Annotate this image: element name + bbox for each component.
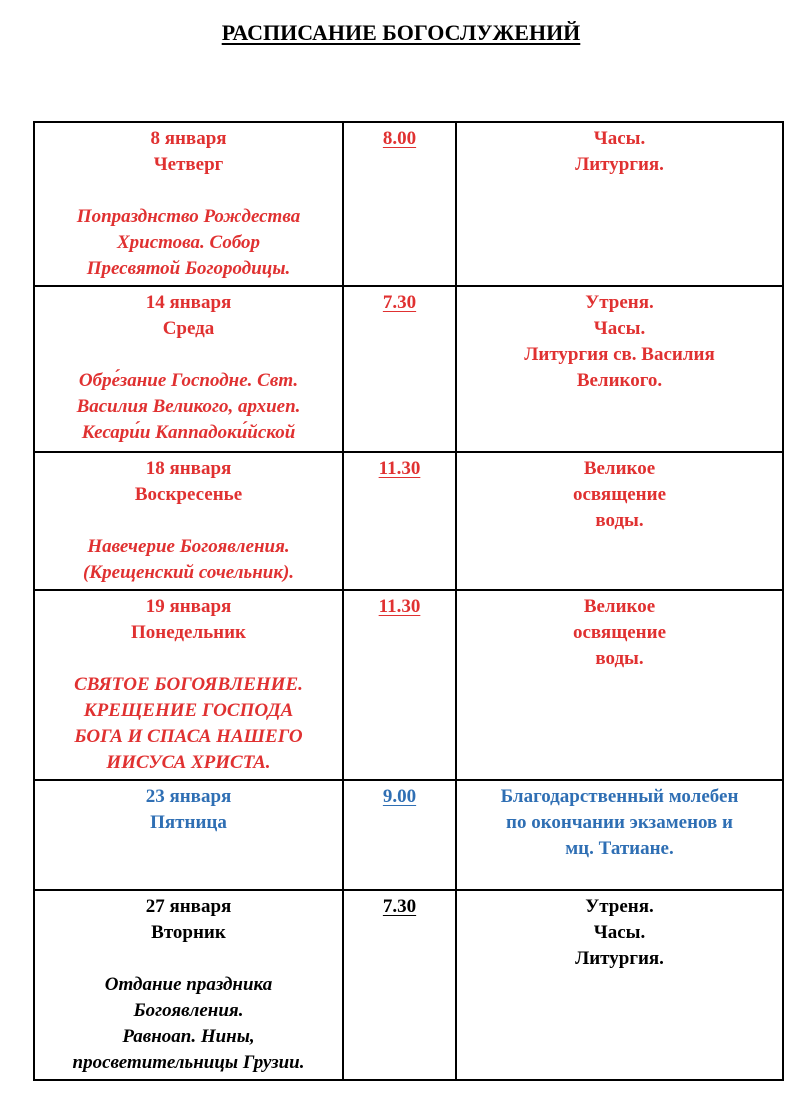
service-cell [456,780,783,890]
schedule-row [34,286,783,452]
service-line: Часы. [593,128,646,149]
feast-line: просветительницы Грузии. [72,1052,305,1073]
schedule-row [34,122,783,286]
schedule-row [34,890,783,1080]
service-line: мц. Татиане. [565,838,674,859]
weekday-text: Понедельник [130,622,246,643]
time-cell [343,122,456,286]
time-text: 11.30 [378,596,421,617]
feast-line: Попразднство Рождества [76,206,301,227]
feast-line: (Крещенский сочельник). [82,562,295,583]
service-line: Литургия. [575,948,664,969]
feast-line: Равноап. Нины, [122,1026,255,1047]
weekday-text: Воскресенье [134,484,243,505]
date-cell [34,590,343,780]
time-cell [343,590,456,780]
service-line: воды. [595,510,644,531]
service-cell [456,122,783,286]
date-cell [34,452,343,590]
page-title-text: РАСПИСАНИЕ БОГОСЛУЖЕНИЙ [221,20,581,45]
feast-line: Христова. Собор [116,232,261,253]
service-cell [456,452,783,590]
schedule-row [34,452,783,590]
schedule-table [33,121,784,1081]
time-text: 11.30 [378,458,421,479]
time-cell [343,452,456,590]
feast-line: Богоявления. [133,1000,244,1021]
time-text: 8.00 [382,128,417,149]
date-text: 18 января [145,458,232,479]
time-cell [343,286,456,452]
service-line: Литургия. [575,154,664,175]
date-text: 8 января [150,128,227,149]
feast-line: Василия Великого, архиеп. [76,396,301,417]
date-cell [34,122,343,286]
date-text: 27 января [145,896,232,917]
weekday-text: Вторник [151,922,226,943]
weekday-text: Пятница [150,812,227,833]
date-cell [34,780,343,890]
feast-line: БОГА И СПАСА НАШЕГО [74,726,303,747]
feast-line: СВЯТОЕ БОГОЯВЛЕНИЕ. [74,674,303,695]
date-cell [34,286,343,452]
time-cell [343,890,456,1080]
service-line: Утреня. [585,896,654,917]
feast-line: Навечерие Богоявления. [87,536,290,557]
date-text: 23 января [145,786,232,807]
feast-line: ИИСУСА ХРИСТА. [106,752,271,773]
service-line: воды. [595,648,644,669]
weekday-text: Четверг [153,154,224,175]
time-text: 7.30 [382,896,417,917]
time-cell [343,780,456,890]
service-line: Великое [583,458,656,479]
time-text: 7.30 [382,292,417,313]
feast-line: Пресвятой Богородицы. [86,258,291,279]
time-text: 9.00 [382,786,417,807]
service-cell [456,890,783,1080]
feast-line: Кесари́и Каппадоки́йской [81,422,296,443]
feast-line: Обре́зание Господне. Свт. [78,370,299,391]
service-line: Часы. [593,922,646,943]
service-line: по окончании экзаменов и [506,812,733,833]
weekday-text: Среда [162,318,215,339]
service-line: Благодарственный молебен [500,786,739,807]
service-line: Часы. [593,318,646,339]
feast-line: КРЕЩЕНИЕ ГОСПОДА [83,700,294,721]
feast-line: Отдание праздника [104,974,273,995]
schedule-row [34,780,783,890]
service-line: Утреня. [585,292,654,313]
service-cell [456,590,783,780]
service-line: Литургия св. Василия [524,344,715,365]
schedule-row [34,590,783,780]
page-title [0,20,802,46]
service-line: освящение [572,622,667,643]
service-line: освящение [572,484,667,505]
service-line: Великого. [576,370,663,391]
date-text: 19 января [145,596,232,617]
service-cell [456,286,783,452]
date-text: 14 января [145,292,232,313]
service-line: Великое [583,596,656,617]
date-cell [34,890,343,1080]
